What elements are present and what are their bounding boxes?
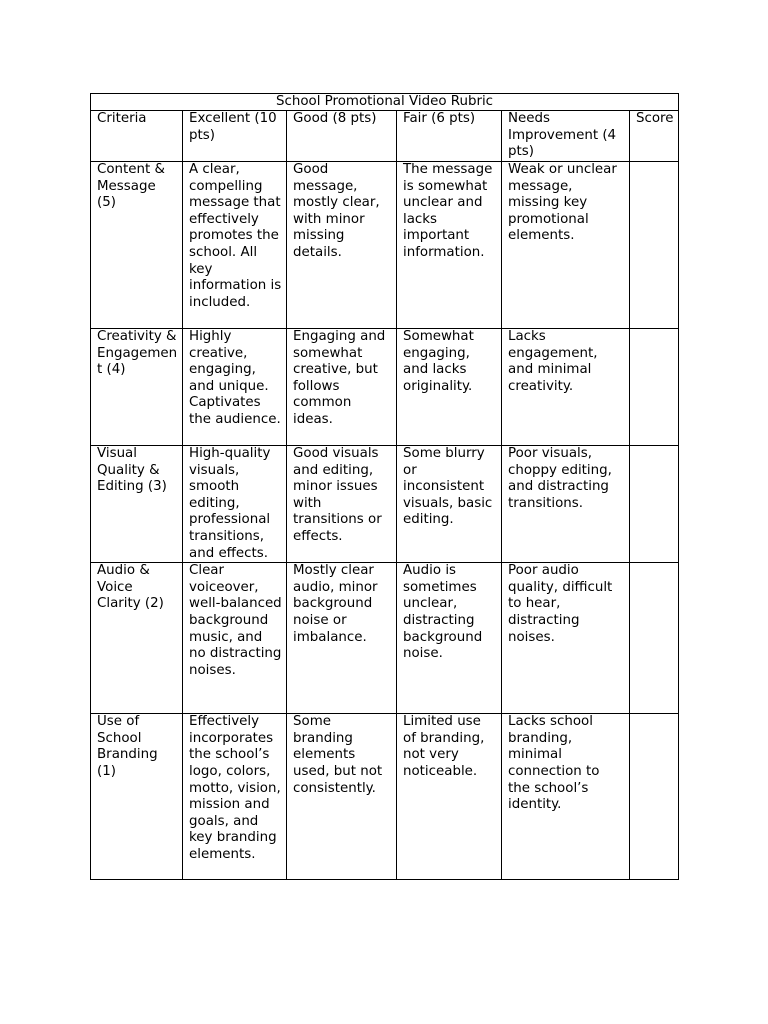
rubric-table: [90, 93, 679, 880]
criteria-cell: Content & Message (5): [91, 162, 183, 329]
score-cell: [630, 563, 679, 714]
fair-cell: Somewhat engaging, and lacks originality.: [397, 329, 502, 446]
excellent-cell: Highly creative, engaging, and unique. Captivates the audience.: [183, 329, 287, 446]
score-cell: [630, 446, 679, 563]
table-row: [91, 714, 679, 880]
needs-improvement-cell: Lacks engagement, and minimal creativity.: [502, 329, 630, 446]
fair-cell: The message is somewhat unclear and lacks important information.: [397, 162, 502, 329]
score-cell: [630, 162, 679, 329]
fair-cell: Limited use of branding, not very noticeable.: [397, 714, 502, 880]
excellent-cell: High-quality visuals, smooth editing, professional transitions, and effects.: [183, 446, 287, 563]
criteria-cell: Use of School Branding (1): [91, 714, 183, 880]
needs-improvement-cell: Lacks school branding, minimal connection to the school’s identity.: [502, 714, 630, 880]
table-title: School Promotional Video Rubric: [91, 94, 679, 111]
excellent-cell: A clear, compelling message that effectively promotes the school. All key information is included.: [183, 162, 287, 329]
criteria-cell: Audio & Voice Clarity (2): [91, 563, 183, 714]
header-row: [91, 111, 679, 162]
needs-improvement-cell: Poor visuals, choppy editing, and distracting transitions.: [502, 446, 630, 563]
table-row: [91, 162, 679, 329]
table-row: [91, 329, 679, 446]
criteria-cell: Creativity & Engagement (4): [91, 329, 183, 446]
fair-cell: Some blurry or inconsistent visuals, basic editing.: [397, 446, 502, 563]
header-needs-improvement: Needs Improvement (4 pts): [502, 111, 630, 162]
header-score: Score: [630, 111, 679, 162]
good-cell: Mostly clear audio, minor background noise or imbalance.: [287, 563, 397, 714]
header-excellent: Excellent (10 pts): [183, 111, 287, 162]
excellent-cell: Effectively incorporates the school’s logo, colors, motto, vision, mission and goals, and key branding elements.: [183, 714, 287, 880]
score-cell: [630, 714, 679, 880]
needs-improvement-cell: Poor audio quality, difficult to hear, distracting noises.: [502, 563, 630, 714]
needs-improvement-cell: Weak or unclear message, missing key promotional elements.: [502, 162, 630, 329]
good-cell: Some branding elements used, but not consistently.: [287, 714, 397, 880]
table-row: [91, 446, 679, 563]
table-row: [91, 563, 679, 714]
header-good: Good (8 pts): [287, 111, 397, 162]
criteria-cell: Visual Quality & Editing (3): [91, 446, 183, 563]
good-cell: Good visuals and editing, minor issues with transitions or effects.: [287, 446, 397, 563]
fair-cell: Audio is sometimes unclear, distracting background noise.: [397, 563, 502, 714]
header-criteria: Criteria: [91, 111, 183, 162]
score-cell: [630, 329, 679, 446]
header-fair: Fair (6 pts): [397, 111, 502, 162]
good-cell: Good message, mostly clear, with minor missing details.: [287, 162, 397, 329]
good-cell: Engaging and somewhat creative, but follows common ideas.: [287, 329, 397, 446]
excellent-cell: Clear voiceover, well-balanced background music, and no distracting noises.: [183, 563, 287, 714]
title-row: [91, 94, 679, 111]
